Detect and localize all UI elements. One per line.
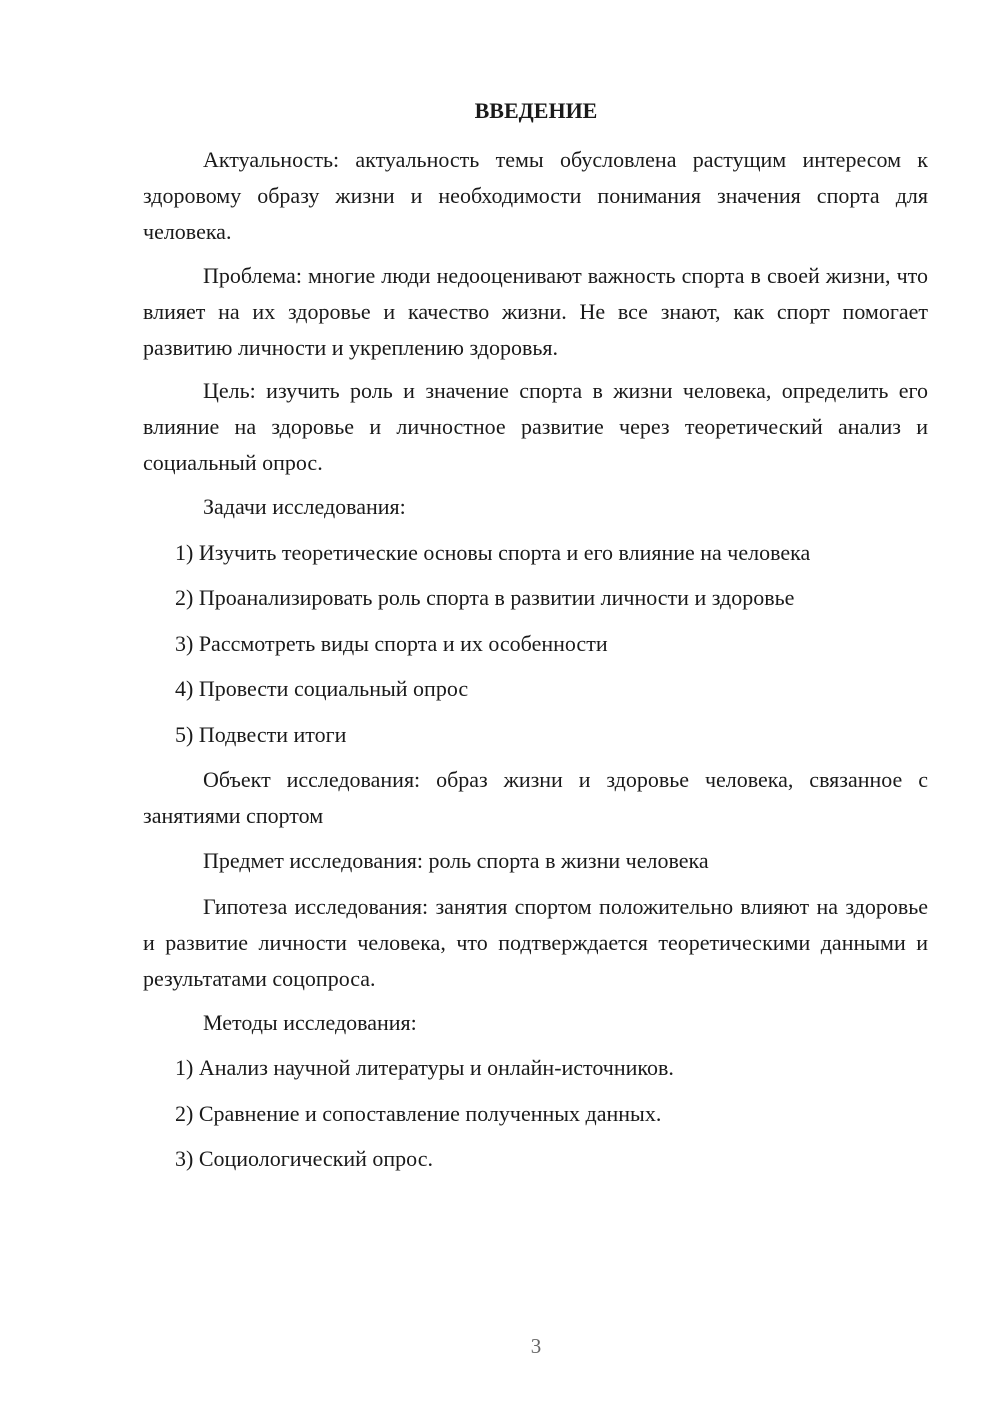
relevance-paragraph: Актуальность: актуальность темы обусловлена растущим интересом к здоровому образу жизни и необходимости понимания значения спорта для человека. (143, 147, 928, 244)
method-item: 2) Сравнение и сопоставление полученных данных. (175, 1101, 662, 1126)
methods-heading: Методы исследования: (203, 1010, 417, 1035)
task-item: 5) Подвести итоги (175, 722, 347, 747)
subject-paragraph: Предмет исследования: роль спорта в жизни человека (203, 848, 709, 873)
task-item: 4) Провести социальный опрос (175, 676, 469, 701)
object-paragraph: Объект исследования: образ жизни и здоровье человека, связанное с занятиями спортом (143, 767, 928, 828)
task-item: 2) Проанализировать роль спорта в развитии личности и здоровье (175, 585, 795, 610)
task-item: 1) Изучить теоретические основы спорта и его влияние на человека (175, 540, 811, 565)
method-item: 1) Анализ научной литературы и онлайн-источников. (175, 1055, 674, 1080)
page-title: ВВЕДЕНИЕ (474, 98, 598, 123)
tasks-heading: Задачи исследования: (203, 494, 406, 519)
problem-paragraph: Проблема: многие люди недооценивают важность спорта в своей жизни, что влияет на их здоровье и качество жизни. Не все знают, как спорт помогает развитию личности и укреплению здоровья. (143, 263, 928, 360)
method-item: 3) Социологический опрос. (175, 1146, 433, 1171)
hypothesis-paragraph: Гипотеза исследования: занятия спортом положительно влияют на здоровье и развитие личности человека, что подтверждается теоретическими данными и результатами соцопроса. (143, 894, 928, 991)
task-item: 3) Рассмотреть виды спорта и их особенности (175, 631, 608, 656)
goal-paragraph: Цель: изучить роль и значение спорта в жизни человека, определить его влияние на здоровье и личностное развитие через теоретический анализ и социальный опрос. (143, 378, 928, 475)
page-number: 3 (530, 1334, 542, 1358)
